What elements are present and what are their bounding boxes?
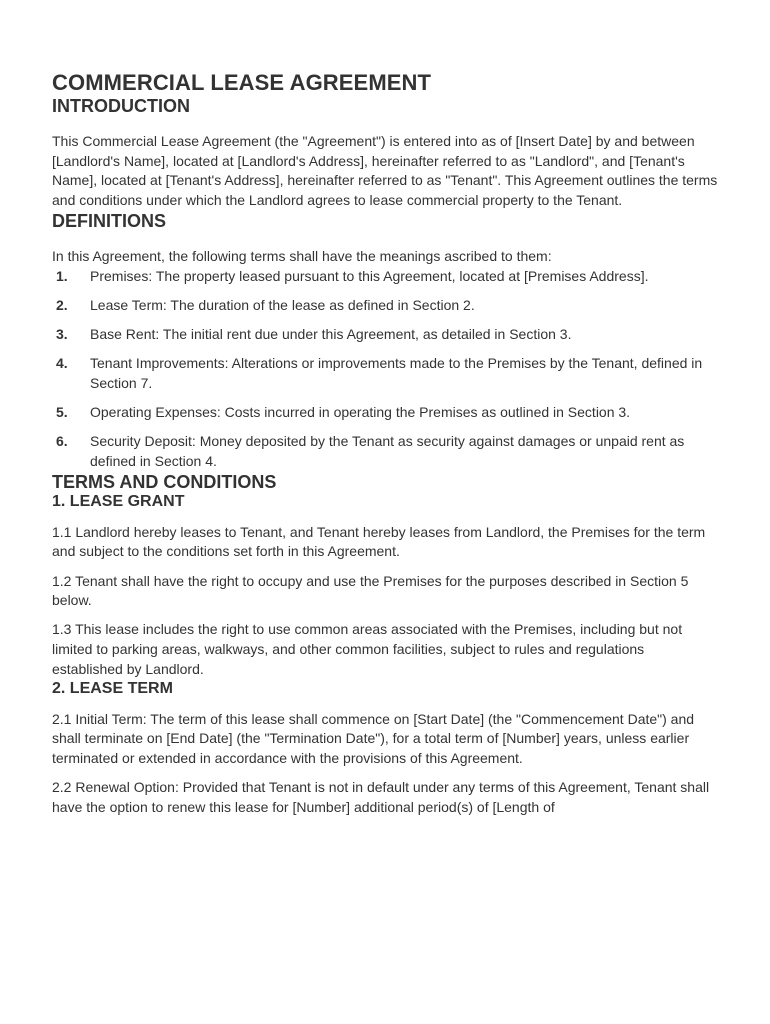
definition-number: 3. — [56, 325, 68, 342]
definition-text: Lease Term: The duration of the lease as defined in Section 2. — [90, 296, 475, 313]
terms-heading: TERMS AND CONDITIONS — [52, 471, 277, 492]
introduction-paragraph: This Commercial Lease Agreement (the "Agreement") is entered into as of [Insert Date] by and between [Landlord's Name], located at [Landlord's Address], hereinafter referred to as "Landlord", and [Tenant's Name], located at [Tenant's Address], hereinafter referred to as "Tenant". This Agreement outlines the terms and conditions under which the Landlord agrees to lease commercial property to the Tenant. — [52, 133, 718, 209]
document-title: COMMERCIAL LEASE AGREEMENT — [52, 70, 432, 95]
definition-item — [52, 432, 718, 471]
definition-item — [52, 403, 718, 423]
definition-item — [52, 267, 718, 287]
definitions-heading: DEFINITIONS — [52, 210, 167, 231]
definition-number: 1. — [56, 267, 68, 284]
definition-number: 4. — [56, 355, 68, 372]
definition-text: Base Rent: The initial rent due under this Agreement, as detailed in Section 3. — [90, 325, 572, 342]
lease-term-heading: 2. LEASE TERM — [52, 679, 173, 697]
definition-number: 2. — [56, 296, 68, 313]
definition-number: 5. — [56, 404, 68, 421]
definitions-list — [52, 267, 718, 472]
definition-text: Tenant Improvements: Alterations or improvements made to the Premises by the Tenant, defined in Section 7. — [90, 355, 703, 391]
definition-number: 6. — [56, 433, 68, 450]
definition-text: Security Deposit: Money deposited by the Tenant as security against damages or unpaid rent as defined in Section 4. — [90, 433, 685, 469]
definition-text: Operating Expenses: Costs incurred in operating the Premises as outlined in Section 3. — [90, 404, 631, 421]
definition-item — [52, 325, 718, 345]
lease-term-paragraph: 2.1 Initial Term: The term of this lease shall commence on [Start Date] (the "Commencement Date") and shall terminate on [End Date] (the "Termination Date"), for a total term of [Number] years, unless earlier terminated or extended in accordance with the provisions of this Agreement. — [52, 710, 695, 766]
lease-grant-paragraph: 1.2 Tenant shall have the right to occupy and use the Premises for the purposes described in Section 5 below. — [52, 572, 689, 609]
definition-text: Premises: The property leased pursuant to this Agreement, located at [Premises Address]. — [90, 267, 649, 284]
definition-item — [52, 296, 718, 316]
lease-term-paragraph: 2.2 Renewal Option: Provided that Tenant is not in default under any terms of this Agreement, Tenant shall have the option to renew this lease for [Number] additional period(s) of [Length of — [52, 779, 710, 815]
introduction-heading: INTRODUCTION — [52, 96, 190, 116]
definition-item — [52, 354, 718, 393]
definitions-intro: In this Agreement, the following terms shall have the meanings ascribed to them: — [52, 247, 552, 264]
lease-grant-paragraph: 1.1 Landlord hereby leases to Tenant, and Tenant hereby leases from Landlord, the Premises for the term and subject to the conditions set forth in this Agreement. — [52, 523, 706, 560]
lease-grant-heading: 1. LEASE GRANT — [52, 492, 185, 510]
lease-grant-paragraph: 1.3 This lease includes the right to use common areas associated with the Premises, including but not limited to parking areas, walkways, and other common facilities, subject to rules and regulations established by Landlord. — [52, 621, 683, 677]
